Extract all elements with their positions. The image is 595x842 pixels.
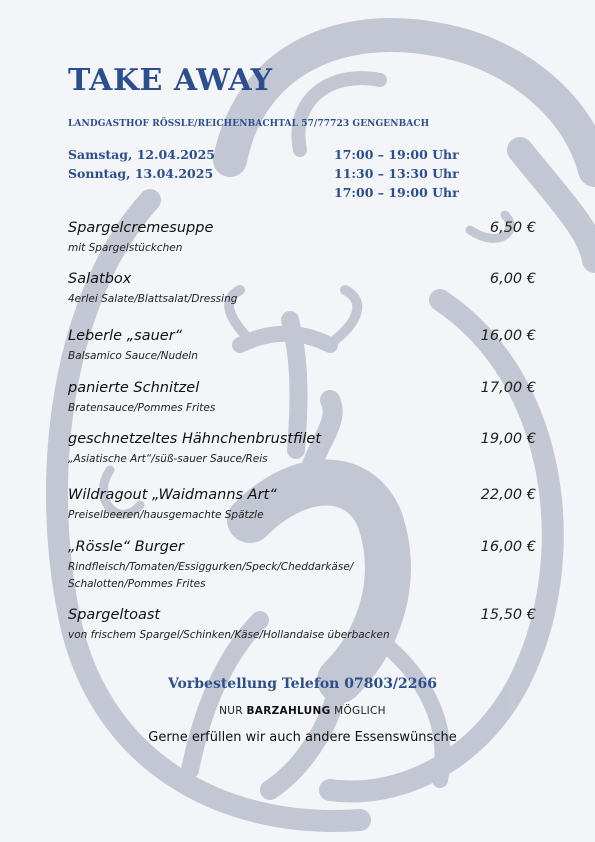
menu-item-price: 19,00 € — [480, 431, 536, 447]
closing-note: Gerne erfüllen wir auch andere Essenswünsche — [148, 730, 457, 745]
menu-item-description: von frischem Spargel/Schinken/Käse/Hollandaise überbacken — [68, 629, 390, 641]
menu-item-price: 16,00 € — [480, 539, 536, 555]
menu-item-price: 6,00 € — [489, 271, 536, 287]
menu-item-name: Spargelcremesuppe — [68, 220, 214, 236]
menu-item — [68, 220, 538, 257]
menu-item — [68, 487, 538, 524]
payment-note-suffix: MÖGLICH — [330, 705, 386, 717]
menu-item-description: Balsamico Sauce/Nudeln — [68, 350, 198, 362]
menu-item — [68, 607, 538, 644]
menu-item-description: Preiselbeeren/hausgemachte Spätzle — [68, 509, 264, 521]
schedule-times — [334, 145, 459, 202]
menu-item-description — [68, 559, 538, 593]
schedule-time: 17:00 – 19:00 Uhr — [334, 185, 459, 200]
menu-item-price: 17,00 € — [480, 380, 536, 396]
schedule-day: Samstag, 12.04.2025 — [68, 147, 215, 162]
menu-item — [68, 539, 538, 593]
payment-note-prefix: NUR — [219, 705, 247, 717]
menu-item-description-line: Schalotten/Pommes Frites — [68, 578, 206, 590]
schedule-time: 11:30 – 13:30 Uhr — [334, 166, 459, 181]
menu-item-name: „Rössle“ Burger — [68, 539, 184, 555]
menu-item-price: 6,50 € — [489, 220, 536, 236]
menu-item-description: mit Spargelstückchen — [68, 242, 183, 254]
page-title: TAKE AWAY — [68, 63, 273, 98]
address-line: LANDGASTHOF RÖSSLE/REICHENBACHTAL 57/77723 GENGENBACH — [68, 119, 430, 129]
menu-item — [68, 380, 538, 417]
schedule-time: 17:00 – 19:00 Uhr — [334, 147, 459, 162]
menu-item-name: Wildragout „Waidmanns Art“ — [68, 487, 277, 503]
menu-item-name: geschnetzeltes Hähnchenbrustfilet — [68, 431, 322, 447]
menu-item-name: Leberle „sauer“ — [68, 328, 183, 344]
menu-item-price: 16,00 € — [480, 328, 536, 344]
menu-item-description-line: Rindfleisch/Tomaten/Essiggurken/Speck/Cheddarkäse/ — [68, 561, 354, 573]
menu-item-description: 4erlei Salate/Blattsalat/Dressing — [68, 293, 238, 305]
menu-item-name: Salatbox — [68, 271, 132, 287]
schedule-day: Sonntag, 13.04.2025 — [68, 166, 214, 181]
payment-note-bold: BARZAHLUNG — [246, 705, 331, 717]
menu-item-price: 15,50 € — [480, 607, 536, 623]
schedule-days — [68, 145, 215, 183]
menu-item-description: „Asiatische Art“/süß-sauer Sauce/Reis — [68, 453, 268, 465]
menu-item-name: panierte Schnitzel — [68, 380, 200, 396]
menu-item-description: Bratensauce/Pommes Frites — [68, 402, 216, 414]
preorder-phone: Vorbestellung Telefon 07803/2266 — [167, 676, 438, 692]
menu-item — [68, 431, 538, 468]
menu-item — [68, 328, 538, 365]
menu-item — [68, 271, 538, 308]
menu-item-price: 22,00 € — [480, 487, 536, 503]
menu-item-name: Spargeltoast — [68, 607, 161, 623]
payment-note — [0, 705, 595, 717]
